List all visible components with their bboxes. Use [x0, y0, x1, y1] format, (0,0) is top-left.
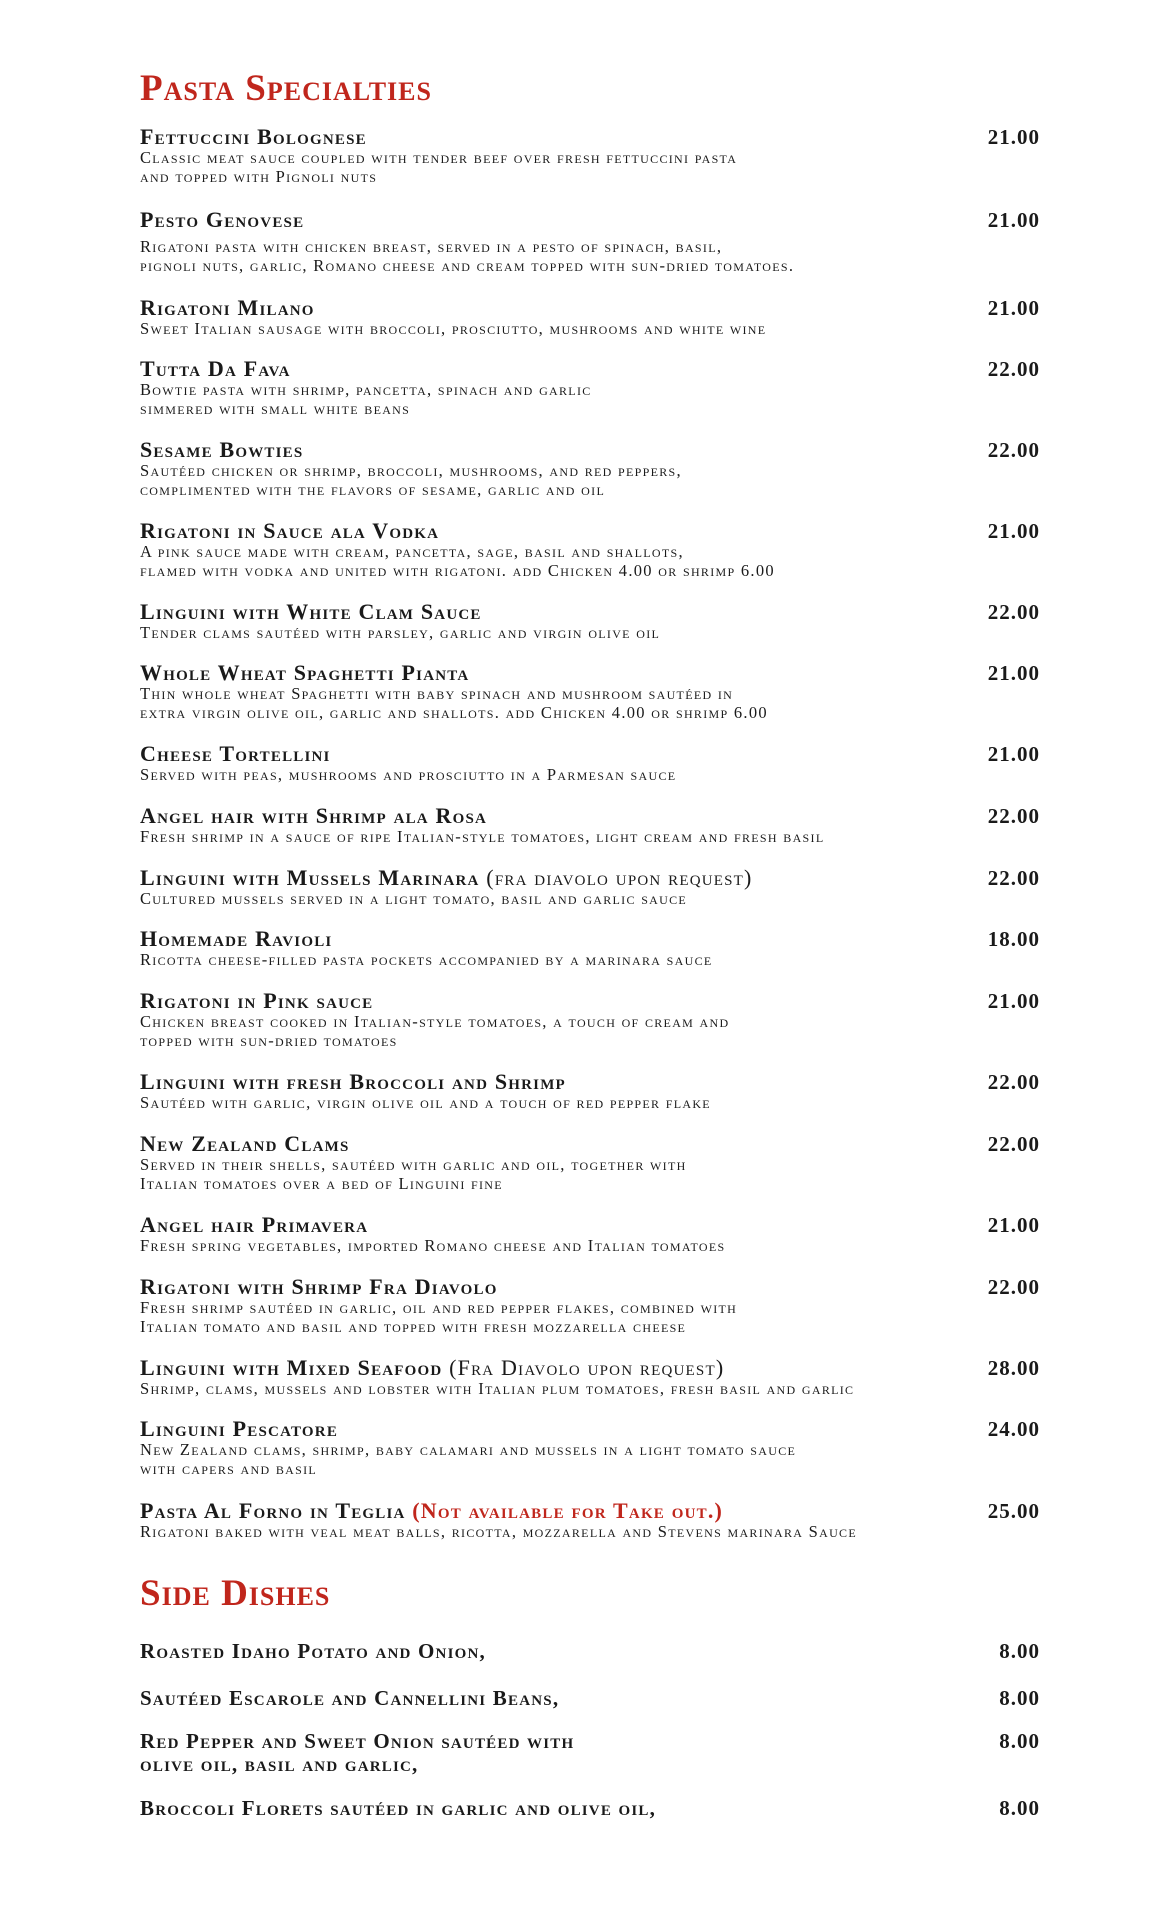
menu-item-description: pignoli nuts, garlic, Romano cheese and cream topped with sun-dried tomatoes.: [140, 256, 795, 275]
menu-item: [140, 1357, 1040, 1398]
menu-item-description: and topped with Pignoli nuts: [140, 167, 378, 186]
menu-item-name: [140, 439, 1040, 461]
menu-item-title: Pesto Genovese: [140, 207, 305, 232]
menu-item-price: 22.00: [987, 1132, 1040, 1156]
menu-item-name: [140, 209, 1040, 231]
menu-item-price: 22.00: [987, 1275, 1040, 1299]
menu-item-title: Linguini with White Clam Sauce: [140, 599, 482, 624]
menu-item-title: Tutta Da Fava: [140, 356, 291, 381]
side-dish-price: 8.00: [999, 1686, 1040, 1710]
menu-item-title: Linguini with Mixed Seafood: [140, 1355, 443, 1380]
menu-item-description: topped with sun-dried tomatoes: [140, 1031, 398, 1050]
side-dish-name: [140, 1687, 840, 1710]
menu-item-description: complimented with the flavors of sesame, garlic and oil: [140, 480, 606, 499]
menu-item: [140, 1276, 1040, 1336]
menu-item-description: Tender clams sautéed with parsley, garlic and virgin olive oil: [140, 623, 661, 642]
side-dish-price: 8.00: [999, 1729, 1040, 1753]
menu-item-title: Fettuccini Bolognese: [140, 124, 367, 149]
menu-item-price: 21.00: [987, 208, 1040, 232]
menu-item-name: [140, 867, 1040, 889]
menu-item-title: Angel hair with Shrimp ala Rosa: [140, 803, 488, 828]
menu-item-description: Thin whole wheat Spaghetti with baby spinach and mushroom sautéed in: [140, 684, 734, 703]
side-dish-name: [140, 1797, 840, 1820]
menu-item-description: Shrimp, clams, mussels and lobster with Italian plum tomatoes, fresh basil and garlic: [140, 1379, 855, 1398]
menu-item-description: simmered with small white beans: [140, 399, 411, 418]
menu-item-description: with capers and basil: [140, 1459, 318, 1478]
menu-item-price: 22.00: [987, 438, 1040, 462]
menu-item: [140, 867, 1040, 908]
menu-item-description: Served with peas, mushrooms and prosciutto in a Parmesan sauce: [140, 765, 677, 784]
menu-item-price: 24.00: [987, 1417, 1040, 1441]
menu-item-price: 21.00: [987, 1213, 1040, 1237]
side-dish-item: [140, 1730, 1040, 1776]
menu-item: [140, 601, 1040, 642]
menu-item-price: 21.00: [987, 296, 1040, 320]
menu-item: [140, 439, 1040, 499]
menu-item: [140, 1500, 1040, 1541]
side-dish-item: [140, 1687, 1040, 1710]
menu-item-description: Sweet Italian sausage with broccoli, prosciutto, mushrooms and white wine: [140, 319, 767, 338]
menu-item-name: [140, 743, 1040, 765]
menu-item: [140, 928, 1040, 969]
menu-item-name: [140, 990, 1040, 1012]
menu-item-price: 22.00: [987, 1070, 1040, 1094]
menu-item-price: 21.00: [987, 519, 1040, 543]
menu-item-name: [140, 1418, 1040, 1440]
menu-item-name: [140, 928, 1040, 950]
menu-item-price: 22.00: [987, 357, 1040, 381]
menu-item-price: 25.00: [987, 1499, 1040, 1523]
sides-section-title: Side Dishes: [140, 1573, 331, 1614]
menu-item-name: [140, 1500, 1040, 1522]
menu-item-name: [140, 358, 1040, 380]
menu-item-name: [140, 601, 1040, 623]
menu-item-description: Ricotta cheese-filled pasta pockets accompanied by a marinara sauce: [140, 950, 713, 969]
menu-item-description: extra virgin olive oil, garlic and shallots. add Chicken 4.00 or shrimp 6.00: [140, 703, 768, 722]
menu-item: [140, 990, 1040, 1050]
menu-item-name: [140, 1276, 1040, 1298]
menu-item-description: Sautéed chicken or shrimp, broccoli, mushrooms, and red peppers,: [140, 461, 682, 480]
menu-item-price: 21.00: [987, 661, 1040, 685]
pasta-section-title: Pasta Specialties: [140, 68, 432, 109]
side-dish-name: [140, 1640, 840, 1663]
menu-item-title: Whole Wheat Spaghetti Pianta: [140, 660, 470, 685]
menu-item-title: Sesame Bowties: [140, 437, 304, 462]
menu-item-title: Angel hair Primavera: [140, 1212, 369, 1237]
menu-item: [140, 1418, 1040, 1478]
menu-item-title: Cheese Tortellini: [140, 741, 331, 766]
menu-item-title: Rigatoni Milano: [140, 295, 315, 320]
menu-item-description: Rigatoni baked with veal meat balls, ricotta, mozzarella and Stevens marinara Sauce: [140, 1522, 857, 1541]
menu-item-price: 18.00: [987, 927, 1040, 951]
menu-item-title: Homemade Ravioli: [140, 926, 333, 951]
menu-item-name: [140, 1071, 1040, 1093]
menu-item-name: [140, 297, 1040, 319]
menu-item: [140, 297, 1040, 338]
side-dish-item: [140, 1797, 1040, 1820]
menu-item: [140, 1133, 1040, 1193]
menu-item-description: Cultured mussels served in a light tomato, basil and garlic sauce: [140, 889, 688, 908]
menu-item-description: Fresh spring vegetables, imported Romano cheese and Italian tomatoes: [140, 1236, 726, 1255]
menu-item-note: (fra diavolo upon request): [486, 865, 753, 890]
menu-item-note: (Not available for Take out.): [412, 1498, 724, 1523]
menu-item-name: [140, 1357, 1040, 1379]
menu-item-title: Pasta Al Forno in Teglia: [140, 1498, 406, 1523]
menu-item-price: 21.00: [987, 989, 1040, 1013]
menu-item-description: Fresh shrimp sautéed in garlic, oil and red pepper flakes, combined with: [140, 1298, 738, 1317]
menu-item-price: 28.00: [987, 1356, 1040, 1380]
menu-item-title: Rigatoni in Sauce ala Vodka: [140, 518, 440, 543]
menu-item-description: Rigatoni pasta with chicken breast, served in a pesto of spinach, basil,: [140, 237, 723, 256]
menu-item: [140, 209, 1040, 275]
menu-item-description: Served in their shells, sautéed with garlic and oil, together with: [140, 1155, 687, 1174]
menu-item-price: 21.00: [987, 125, 1040, 149]
menu-item-description: Sautéed with garlic, virgin olive oil and a touch of red pepper flake: [140, 1093, 711, 1112]
menu-item-description: Chicken breast cooked in Italian-style tomatoes, a touch of cream and: [140, 1012, 730, 1031]
menu-item: [140, 358, 1040, 418]
side-dish-title: Broccoli Florets sautéed in garlic and olive oil,: [140, 1796, 657, 1820]
menu-item-name: [140, 805, 1040, 827]
menu-item: [140, 1071, 1040, 1112]
menu-item-price: 21.00: [987, 742, 1040, 766]
menu-item-title: Linguini with fresh Broccoli and Shrimp: [140, 1069, 566, 1094]
menu-item-title: New Zealand Clams: [140, 1131, 350, 1156]
side-dish-title: Red Pepper and Sweet Onion sautéed with: [140, 1729, 575, 1753]
menu-item-price: 22.00: [987, 866, 1040, 890]
menu-item-name: [140, 126, 1040, 148]
menu-item: [140, 743, 1040, 784]
menu-item-description: Bowtie pasta with shrimp, pancetta, spinach and garlic: [140, 380, 592, 399]
side-dish-title-continued: olive oil, basil and garlic,: [140, 1752, 419, 1776]
menu-item-description: New Zealand clams, shrimp, baby calamari and mussels in a light tomato sauce: [140, 1440, 797, 1459]
menu-item-name: [140, 1133, 1040, 1155]
menu-item-title: Rigatoni in Pink sauce: [140, 988, 374, 1013]
menu-item-price: 22.00: [987, 600, 1040, 624]
menu-item-name: [140, 1214, 1040, 1236]
side-dish-price: 8.00: [999, 1639, 1040, 1663]
menu-item: [140, 805, 1040, 846]
menu-item-description: flamed with vodka and united with rigatoni. add Chicken 4.00 or shrimp 6.00: [140, 561, 775, 580]
menu-item-price: 22.00: [987, 804, 1040, 828]
menu-item-description: A pink sauce made with cream, pancetta, sage, basil and shallots,: [140, 542, 684, 561]
menu-item-name: [140, 662, 1040, 684]
menu-item-description: Italian tomatoes over a bed of Linguini fine: [140, 1174, 503, 1193]
menu-item-description: Fresh shrimp in a sauce of ripe Italian-style tomatoes, light cream and fresh basil: [140, 827, 825, 846]
menu-item-description: Italian tomato and basil and topped with fresh mozzarella cheese: [140, 1317, 687, 1336]
menu-item-description: Classic meat sauce coupled with tender beef over fresh fettuccini pasta: [140, 148, 738, 167]
menu-item: [140, 662, 1040, 722]
side-dish-name: [140, 1730, 840, 1776]
side-dish-item: [140, 1640, 1040, 1663]
menu-item-title: Linguini with Mussels Marinara: [140, 865, 480, 890]
menu-item: [140, 126, 1040, 186]
menu-item: [140, 520, 1040, 580]
side-dish-price: 8.00: [999, 1796, 1040, 1820]
side-dish-title: Roasted Idaho Potato and Onion,: [140, 1639, 486, 1663]
menu-item: [140, 1214, 1040, 1255]
menu-item-note: (Fra Diavolo upon request): [449, 1355, 725, 1380]
menu-item-title: Linguini Pescatore: [140, 1416, 339, 1441]
menu-item-title: Rigatoni with Shrimp Fra Diavolo: [140, 1274, 498, 1299]
side-dish-title: Sautéed Escarole and Cannellini Beans,: [140, 1686, 560, 1710]
menu-item-name: [140, 520, 1040, 542]
